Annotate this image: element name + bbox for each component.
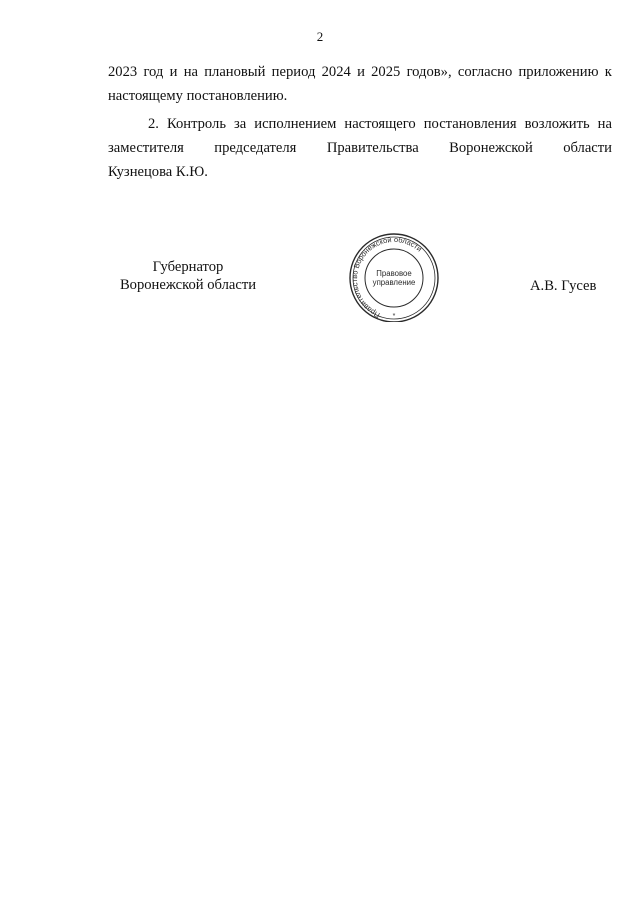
word: и xyxy=(169,64,178,80)
paragraph-2-line-1 xyxy=(108,112,612,136)
word: к xyxy=(604,64,612,80)
word: плановый xyxy=(204,64,266,80)
seal-icon xyxy=(344,232,444,322)
word: и xyxy=(357,64,365,80)
word: Правительства xyxy=(326,140,419,156)
word: приложению xyxy=(518,64,599,80)
word: на xyxy=(597,116,612,132)
word: 2023 xyxy=(108,64,138,80)
word: постановления xyxy=(423,116,517,132)
word: за xyxy=(234,116,247,132)
paragraph-1-line-1 xyxy=(108,60,612,84)
signature-title xyxy=(108,258,268,294)
word: Контроль xyxy=(166,116,226,132)
seal-ring-text: Правительство Воронежской области xyxy=(349,234,424,320)
word: заместителя xyxy=(108,140,184,156)
word: председателя xyxy=(214,140,297,156)
paragraph-2-line-2 xyxy=(108,136,612,160)
word: год xyxy=(143,64,164,80)
word: 2025 xyxy=(371,64,401,80)
paragraph-1-line-2: настоящему постановлению. xyxy=(108,88,288,104)
official-seal xyxy=(344,232,444,322)
page-number: 2 xyxy=(316,29,324,44)
word: на xyxy=(183,64,198,80)
word: области xyxy=(563,140,612,156)
word: настоящего xyxy=(344,116,416,132)
paragraph-2 xyxy=(108,112,612,184)
seal-star: * xyxy=(392,313,396,320)
word: годов», xyxy=(406,64,452,80)
signature-title-line-1: Губернатор xyxy=(152,259,224,275)
word: исполнением xyxy=(254,116,337,132)
signature-name: А.В. Гусев xyxy=(530,278,597,294)
word: Воронежской xyxy=(449,140,533,156)
word: 2024 xyxy=(321,64,351,80)
seal-center-line-1: Правовое xyxy=(376,269,412,278)
word: 2. xyxy=(148,116,159,132)
seal-center-line-2: управление xyxy=(372,278,416,287)
word: период xyxy=(271,64,316,80)
signature-title-line-2: Воронежской области xyxy=(119,277,257,293)
paragraph-2-line-3: Кузнецова К.Ю. xyxy=(108,164,208,180)
word: согласно xyxy=(457,64,513,80)
paragraph-1 xyxy=(108,60,612,108)
word: возложить xyxy=(524,116,590,132)
